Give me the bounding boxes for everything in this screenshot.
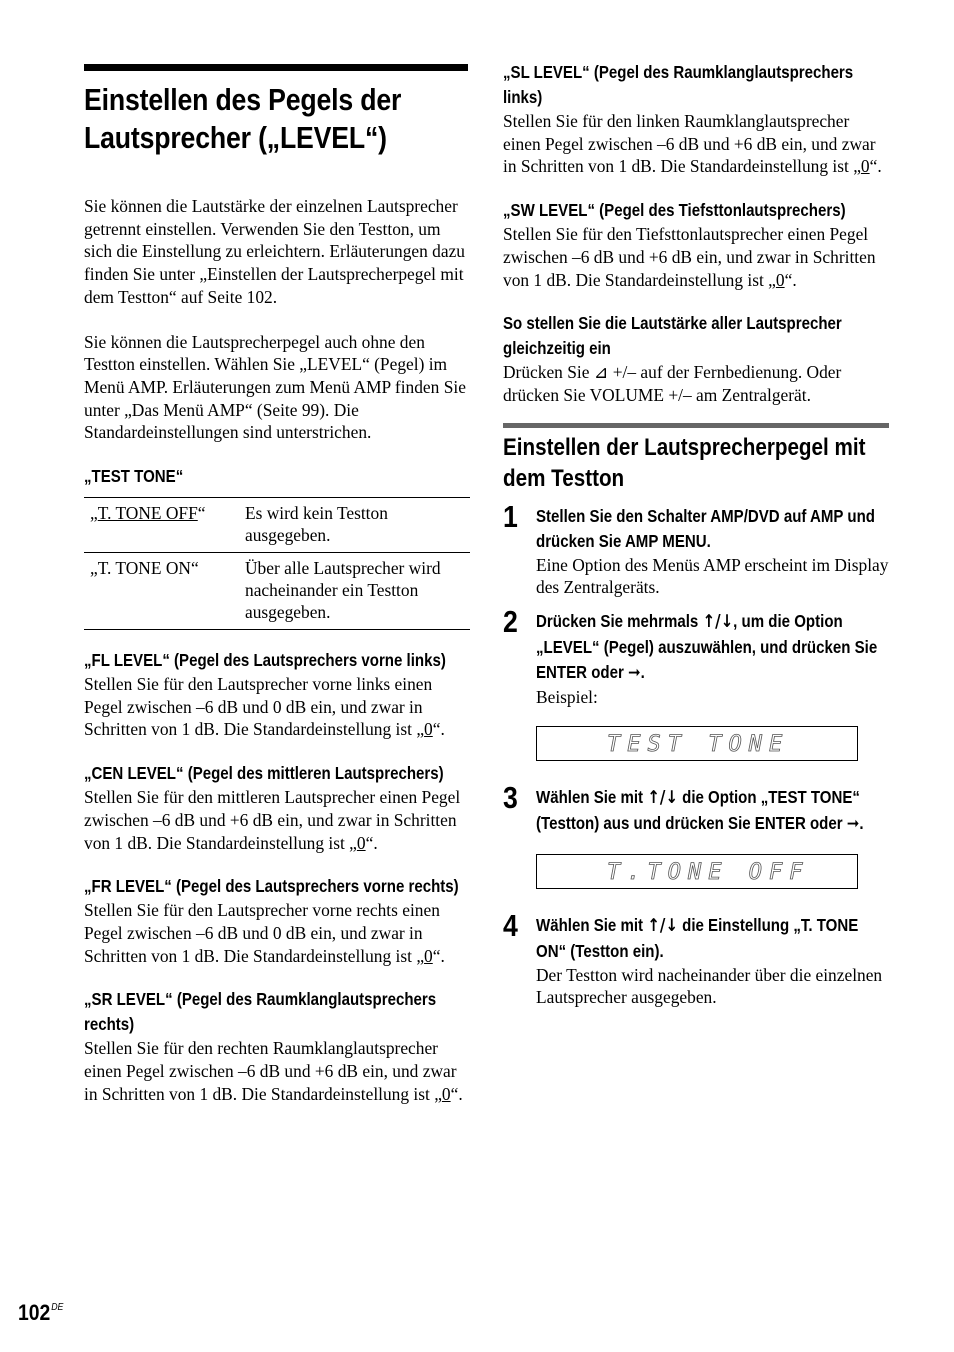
page-number: 102DE	[18, 1300, 64, 1325]
all-speakers-heading: So stellen Sie die Lautstärke aller Lautsprecher gleichzeitig ein	[503, 313, 842, 359]
cen-level-heading: „CEN LEVEL“ (Pegel des mittleren Lautsprechers)	[84, 763, 444, 784]
sw-level-section	[503, 198, 889, 291]
display-text: T.TONE OFF	[607, 859, 810, 885]
section-rule	[503, 423, 889, 428]
up-down-arrow-icon: ↑/↓	[702, 612, 734, 633]
all-speakers-text: Drücken Sie ⊿ +/– auf der Fernbedienung. Oder drücken Sie VOLUME +/– am Zentralgerät.	[503, 362, 842, 405]
left-column	[84, 64, 468, 1105]
option-value: Über alle Lautsprecher wird nacheinander ein Testton ausgegeben.	[239, 553, 470, 630]
fr-level-text: Stellen Sie für den Lautsprecher vorne rechts einen Pegel zwischen –6 dB und 0 dB ein, und zwar in Schritten von 1 dB. Die Standardeinstellung ist „0“.	[84, 900, 445, 966]
step-number: 3	[503, 779, 518, 815]
sr-level-heading: „SR LEVEL“ (Pegel des Raumklanglautsprechers rechts)	[84, 989, 437, 1035]
test-tone-table	[84, 497, 470, 630]
display-screen	[536, 854, 858, 889]
step-heading: Drücken Sie mehrmals ↑/↓, um die Option „LEVEL“ (Pegel) auszuwählen, und drücken Sie ENTER oder ➞.	[536, 611, 878, 684]
right-column	[503, 60, 889, 1009]
step-text: Beispiel:	[536, 687, 598, 708]
test-tone-heading: „TEST TONE“	[84, 466, 184, 487]
title-rule	[84, 64, 468, 71]
fr-level-section	[84, 874, 468, 967]
page-title: Einstellen des Pegels der Lautsprecher („LEVEL“)	[84, 82, 402, 155]
option-key: „T. TONE OFF“	[84, 498, 239, 553]
sl-level-heading: „SL LEVEL“ (Pegel des Raumklanglautsprechers links)	[503, 62, 854, 107]
sr-level-section	[84, 987, 468, 1105]
table-row	[84, 553, 470, 630]
sw-level-text: Stellen Sie für den Tiefsttonlautsprecher einen Pegel zwischen –6 dB und +6 dB ein, und zwar in Schritten von 1 dB. Die Standardeinstellung ist „0“.	[503, 224, 876, 290]
section-heading: Einstellen der Lautsprecherpegel mit dem Testton	[503, 433, 866, 492]
step-number: 4	[503, 907, 518, 943]
step-4	[503, 907, 889, 1009]
step-heading: Stellen Sie den Schalter AMP/DVD auf AMP und drücken Sie AMP MENU.	[536, 505, 875, 551]
option-value: Es wird kein Testton ausgegeben.	[239, 498, 470, 553]
cen-level-section	[84, 761, 468, 854]
right-arrow-icon: ➞	[846, 813, 860, 834]
step-3	[503, 779, 889, 889]
display-screen	[536, 726, 858, 761]
fl-level-text: Stellen Sie für den Lautsprecher vorne links einen Pegel zwischen –6 dB und 0 dB ein, und zwar in Schritten von 1 dB. Die Standardeinstellung ist „0“.	[84, 674, 445, 740]
step-2	[503, 604, 889, 761]
fl-level-heading: „FL LEVEL“ (Pegel des Lautsprechers vorne links)	[84, 650, 446, 671]
step-text: Eine Option des Menüs AMP erscheint im Display des Zentralgeräts.	[536, 554, 889, 598]
test-tone-section	[84, 464, 468, 630]
option-key: „T. TONE ON“	[84, 553, 239, 630]
display-text: TEST TONE	[607, 731, 790, 757]
right-arrow-icon: ➞	[627, 663, 641, 684]
sr-level-text: Stellen Sie für den rechten Raumklanglautsprecher einen Pegel zwischen –6 dB und +6 dB ein, und zwar in Schritten von 1 dB. Die Standardeinstellung ist „0“.	[84, 1038, 463, 1104]
step-1	[503, 498, 889, 599]
volume-icon: ⊿	[593, 362, 609, 383]
step-heading: Wählen Sie mit ↑/↓ die Einstellung „T. TONE ON“ (Testton ein).	[536, 914, 859, 961]
sw-level-heading: „SW LEVEL“ (Pegel des Tiefsttonlautsprechers)	[503, 200, 846, 221]
fr-level-heading: „FR LEVEL“ (Pegel des Lautsprechers vorne rechts)	[84, 876, 459, 897]
step-number: 2	[503, 604, 518, 640]
step-number: 1	[503, 498, 518, 534]
up-down-arrow-icon: ↑/↓	[647, 787, 678, 808]
table-row	[84, 498, 470, 553]
up-down-arrow-icon: ↑/↓	[647, 915, 678, 936]
sl-level-section	[503, 60, 889, 178]
step-heading: Wählen Sie mit ↑/↓ die Option „TEST TONE“ (Testton) aus und drücken Sie ENTER oder ➞.	[536, 786, 864, 834]
step-text: Der Testton wird nacheinander über die einzelnen Lautsprecher ausgegeben.	[536, 964, 883, 1008]
intro-paragraph-1: Sie können die Lautstärke der einzelnen Lautsprecher getrennt einstellen. Verwenden Sie den Testton, um sich die Einstellung zu erleichtern. Erläuterungen dazu finden Sie unter „Einstellen der Lautsprecherpegel mit dem Testton“ auf Seite 102.	[84, 196, 465, 307]
page-suffix: DE	[51, 1302, 64, 1313]
cen-level-text: Stellen Sie für den mittleren Lautsprecher einen Pegel zwischen –6 dB und +6 dB ein, und zwar in Schritten von 1 dB. Die Standardeinstellung ist „0“.	[84, 787, 461, 853]
fl-level-section	[84, 648, 468, 741]
sl-level-text: Stellen Sie für den linken Raumklanglautsprecher einen Pegel zwischen –6 dB und +6 dB ein, und zwar in Schritten von 1 dB. Die Standardeinstellung ist „0“.	[503, 111, 882, 177]
all-speakers-section	[503, 311, 889, 406]
intro-paragraph-2: Sie können die Lautsprecherpegel auch ohne den Testton einstellen. Wählen Sie „LEVEL“ (Pegel) im Menü AMP. Erläuterungen zum Menü AMP finden Sie unter „Das Menü AMP“ (Seite 99). Die Standardeinstellungen sind unterstrichen.	[84, 331, 466, 443]
